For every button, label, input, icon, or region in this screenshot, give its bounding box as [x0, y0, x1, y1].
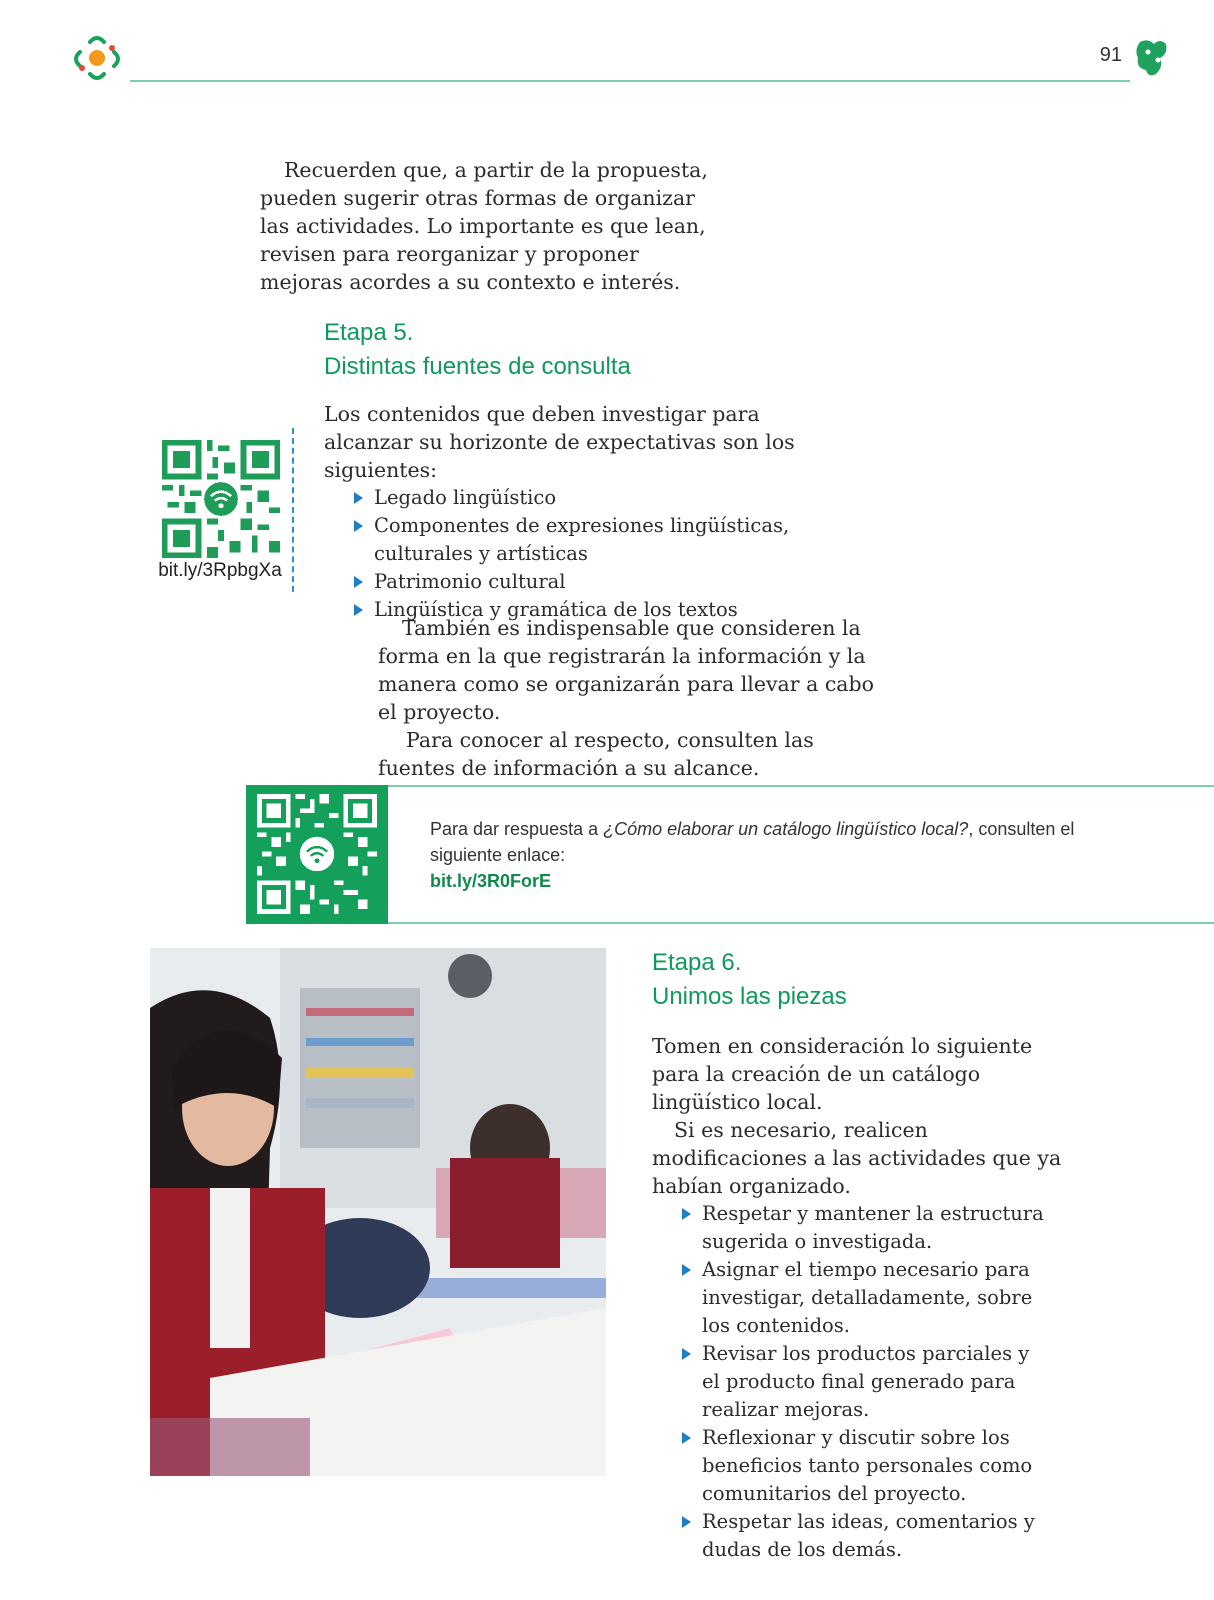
etapa5-body: [324, 400, 834, 624]
etapa6-body: [652, 1032, 1064, 1564]
etapa6-paragraph2: Si es necesario, realicen modificaciones a las actividades que ya habían organizado.: [652, 1118, 1062, 1198]
band-text-after: , consulten el siguiente enlace:: [430, 819, 1075, 865]
etapa6-paragraph1: Tomen en consideración lo siguiente para la creación de un catálogo lingüístico local.: [652, 1034, 1033, 1114]
etapa5-label: Etapa 5.: [324, 319, 414, 346]
triangle-bullet-icon: [682, 1348, 691, 1360]
etapa6-label: Etapa 6.: [652, 949, 742, 976]
page-number: 91: [1099, 44, 1122, 66]
list-item: Legado lingüístico: [350, 484, 834, 512]
list-item: Revisar los productos parciales y el producto final generado para realizar mejoras.: [678, 1340, 1048, 1424]
etapa5-title: Distintas fuentes de consulta: [324, 353, 631, 380]
qr-code-icon: [162, 440, 280, 558]
band-bottom-rule: [246, 922, 1214, 924]
etapa5-heading: [324, 316, 924, 384]
triangle-bullet-icon: [682, 1208, 691, 1220]
etapa6-list: [678, 1200, 1048, 1564]
list-item: Lingüística y gramática de los textos: [350, 596, 834, 624]
flower-logo-icon: [70, 32, 126, 84]
list-item: Patrimonio cultural: [350, 568, 834, 596]
etapa6-heading: [652, 946, 1172, 1014]
intro-paragraph: Recuerden que, a partir de la propuesta, pueden sugerir otras formas de organizar las actividades. Lo importante es que lean, revisen para reorganizar y proponer mejoras acordes a su contexto e interés.: [260, 158, 708, 294]
etapa6-title: Unimos las piezas: [652, 983, 847, 1010]
dashed-divider: [292, 428, 294, 592]
band-text-before: Para dar respuesta a: [430, 819, 604, 839]
etapa5-list: [350, 484, 834, 624]
triangle-bullet-icon: [354, 576, 363, 588]
triangle-bullet-icon: [354, 604, 363, 616]
list-item: Componentes de expresiones lingüísticas, culturales y artísticas: [350, 512, 834, 568]
etapa5-closing: [378, 614, 888, 782]
triangle-bullet-icon: [354, 520, 363, 532]
qr-panel: [246, 785, 388, 924]
etapa5-lead: Los contenidos que deben investigar para alcanzar su horizonte de expectativas son los siguientes:: [324, 402, 795, 482]
band-link[interactable]: bit.ly/3R0ForE: [430, 871, 552, 891]
band-text: [430, 816, 1150, 894]
list-item: Respetar y mantener la estructura sugerida o investigada.: [678, 1200, 1048, 1256]
header-rule: [130, 80, 1130, 82]
etapa5-paragraph2: Para conocer al respecto, consulten las fuentes de información a su alcance.: [378, 728, 814, 780]
triangle-bullet-icon: [354, 492, 363, 504]
list-item: Respetar las ideas, comentarios y dudas de los demás.: [678, 1508, 1048, 1564]
list-item: Reflexionar y discutir sobre los beneficios tanto personales como comunitarios del proyecto.: [678, 1424, 1048, 1508]
list-item: Asignar el tiempo necesario para investigar, detalladamente, sobre los contenidos.: [678, 1256, 1048, 1340]
band-question: ¿Cómo elaborar un catálogo lingüístico local?: [603, 819, 969, 839]
classroom-photo: [150, 948, 606, 1476]
triangle-bullet-icon: [682, 1516, 691, 1528]
qr-link-text[interactable]: bit.ly/3RpbgXa: [158, 560, 282, 581]
band-top-rule: [246, 785, 1214, 787]
green-glyph-icon: [1134, 38, 1170, 78]
etapa5-paragraph1: También es indispensable que consideren la forma en la que registrarán la información y la manera como se organizarán para llevar a cabo el proyecto.: [378, 616, 874, 724]
qr-code-icon: [257, 794, 377, 914]
triangle-bullet-icon: [682, 1264, 691, 1276]
triangle-bullet-icon: [682, 1432, 691, 1444]
